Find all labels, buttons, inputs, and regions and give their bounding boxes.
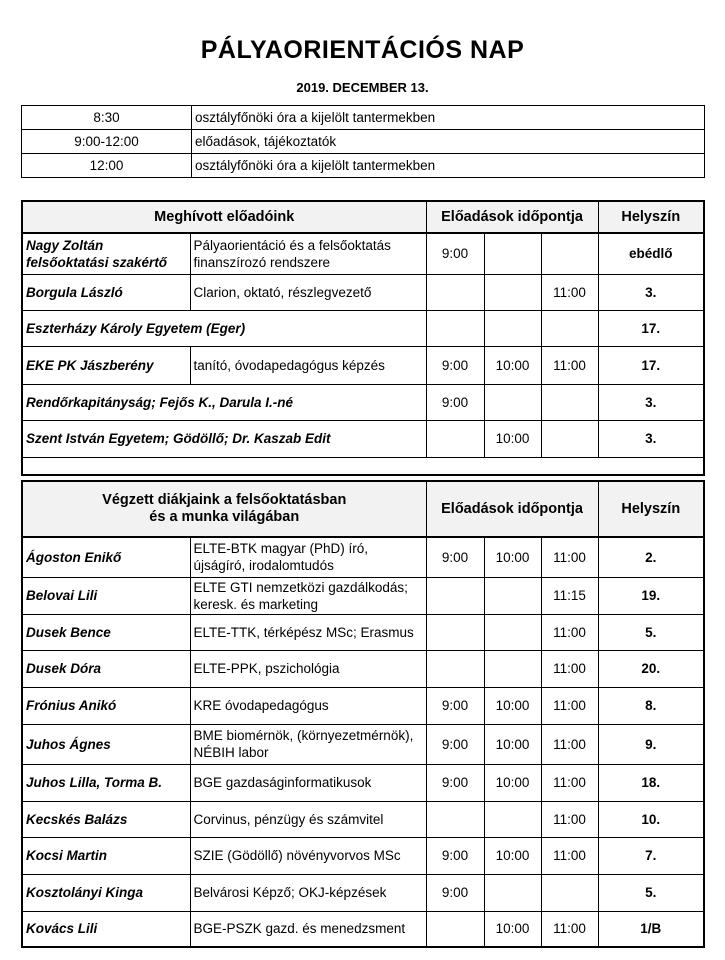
table-row [22, 384, 704, 420]
time-slot-3: 11:00 [541, 687, 598, 724]
time-slot-1: 9:00 [426, 537, 484, 577]
alumni-header-times: Előadások időpontja [426, 481, 598, 537]
table-row [22, 724, 704, 764]
table-row [22, 310, 704, 346]
room-number: 7. [598, 837, 704, 874]
presenter-name: Juhos Ágnes [22, 724, 190, 764]
alumni-table [21, 480, 705, 948]
schedule-description: előadások, tájékoztatók [192, 130, 705, 154]
presentation-topic: BGE-PSZK gazd. és menedzsment [190, 911, 426, 947]
time-slot-2: 10:00 [484, 346, 541, 384]
presenter-name: Juhos Lilla, Torma B. [22, 764, 190, 801]
room-number: 18. [598, 764, 704, 801]
table-row [22, 537, 704, 577]
room-number: 17. [598, 310, 704, 346]
time-slot-1 [426, 650, 484, 687]
time-slot-2 [484, 874, 541, 911]
table-row [22, 614, 704, 650]
presentation-topic: Belvárosi Képző; OKJ-képzések [190, 874, 426, 911]
invited-header-room: Helyszín [598, 201, 704, 233]
time-slot-3 [541, 233, 598, 274]
time-slot-2 [484, 577, 541, 614]
presenter-name: Kocsi Martin [22, 837, 190, 874]
time-slot-2: 10:00 [484, 837, 541, 874]
schedule-time: 8:30 [22, 106, 192, 130]
time-slot-1 [426, 911, 484, 947]
time-slot-2 [484, 274, 541, 310]
table-row [22, 911, 704, 947]
time-slot-2 [484, 233, 541, 274]
time-slot-3: 11:00 [541, 274, 598, 310]
presentation-topic: SZIE (Gödöllő) növényvorvos MSc [190, 837, 426, 874]
presenter-name: Ágoston Enikő [22, 537, 190, 577]
time-slot-3: 11:00 [541, 346, 598, 384]
time-slot-1 [426, 274, 484, 310]
time-slot-1: 9:00 [426, 384, 484, 420]
time-slot-3: 11:00 [541, 614, 598, 650]
room-number: 5. [598, 614, 704, 650]
time-slot-1: 9:00 [426, 874, 484, 911]
table-row [22, 801, 704, 837]
spacer-cell [22, 457, 704, 475]
time-slot-3: 11:00 [541, 837, 598, 874]
presenter-name: EKE PK Jászberény [22, 346, 190, 384]
presenter-name: Dusek Bence [22, 614, 190, 650]
time-slot-1: 9:00 [426, 764, 484, 801]
presenter-name: Kosztolányi Kinga [22, 874, 190, 911]
table-row [22, 874, 704, 911]
presentation-topic: ELTE-BTK magyar (PhD) író, újságíró, irodalomtudós [190, 537, 426, 577]
room-number: 20. [598, 650, 704, 687]
room-number: 10. [598, 801, 704, 837]
daily-schedule-table [21, 105, 705, 178]
time-slot-3: 11:00 [541, 801, 598, 837]
alumni-header-line1: Végzett diákjaink a felsőoktatásban [102, 492, 347, 508]
event-date: 2019. DECEMBER 13. [296, 80, 429, 95]
table-row [22, 687, 704, 724]
time-slot-2 [484, 384, 541, 420]
table-row [22, 764, 704, 801]
presenter-name: Dusek Dóra [22, 650, 190, 687]
time-slot-3: 11:15 [541, 577, 598, 614]
presentation-topic: tanító, óvodapedagógus képzés [190, 346, 426, 384]
room-number: 5. [598, 874, 704, 911]
invited-speakers-table [21, 200, 705, 476]
presentation-topic: ELTE GTI nemzetközi gazdálkodás; keresk. és marketing [190, 577, 426, 614]
alumni-header-name [22, 481, 426, 537]
presentation-topic: Clarion, oktató, részlegvezető [190, 274, 426, 310]
time-slot-2 [484, 801, 541, 837]
time-slot-3: 11:00 [541, 764, 598, 801]
presenter-name: Frónius Anikó [22, 687, 190, 724]
time-slot-2: 10:00 [484, 537, 541, 577]
time-slot-2: 10:00 [484, 687, 541, 724]
time-slot-1: 9:00 [426, 687, 484, 724]
time-slot-3 [541, 310, 598, 346]
time-slot-2 [484, 614, 541, 650]
time-slot-1 [426, 310, 484, 346]
presenter-name: Nagy Zoltán felsőoktatási szakértő [22, 233, 190, 274]
page-title: PÁLYAORIENTÁCIÓS NAP [200, 36, 525, 64]
presentation-topic: Corvinus, pénzügy és számvitel [190, 801, 426, 837]
time-slot-3: 11:00 [541, 537, 598, 577]
room-number: 1/B [598, 911, 704, 947]
time-slot-1: 9:00 [426, 837, 484, 874]
room-number: 3. [598, 274, 704, 310]
time-slot-2: 10:00 [484, 911, 541, 947]
time-slot-1 [426, 577, 484, 614]
presenter-name: Szent István Egyetem; Gödöllő; Dr. Kaszab Edit [22, 420, 426, 457]
schedule-description: osztályfőnöki óra a kijelölt tantermekben [192, 106, 705, 130]
time-slot-3 [541, 874, 598, 911]
time-slot-1: 9:00 [426, 233, 484, 274]
presentation-topic: ELTE-TTK, térképész MSc; Erasmus [190, 614, 426, 650]
time-slot-2: 10:00 [484, 420, 541, 457]
spacer-row [22, 457, 704, 475]
time-slot-1: 9:00 [426, 724, 484, 764]
presenter-name: Kecskés Balázs [22, 801, 190, 837]
room-number: 3. [598, 420, 704, 457]
time-slot-3: 11:00 [541, 724, 598, 764]
room-number: ebédlő [598, 233, 704, 274]
time-slot-3 [541, 384, 598, 420]
invited-header-times: Előadások időpontja [426, 201, 598, 233]
time-slot-1 [426, 614, 484, 650]
table-row [22, 837, 704, 874]
room-number: 3. [598, 384, 704, 420]
table-row [22, 346, 704, 384]
table-row [22, 577, 704, 614]
time-slot-1 [426, 801, 484, 837]
presentation-topic: Pályaorientáció és a felsőoktatás finanszírozó rendszere [190, 233, 426, 274]
presentation-topic: BGE gazdaságinformatikusok [190, 764, 426, 801]
schedule-row [22, 130, 705, 154]
time-slot-1: 9:00 [426, 346, 484, 384]
presentation-topic: BME biomérnök, (környezetmérnök), NÉBIH labor [190, 724, 426, 764]
schedule-row [22, 106, 705, 130]
room-number: 19. [598, 577, 704, 614]
schedule-time: 9:00-12:00 [22, 130, 192, 154]
room-number: 8. [598, 687, 704, 724]
alumni-header-room: Helyszín [598, 481, 704, 537]
presentation-topic: ELTE-PPK, pszichológia [190, 650, 426, 687]
schedule-row [22, 154, 705, 178]
presenter-name: Borgula László [22, 274, 190, 310]
room-number: 2. [598, 537, 704, 577]
schedule-description: osztályfőnöki óra a kijelölt tantermekben [192, 154, 705, 178]
presenter-name: Belovai Lili [22, 577, 190, 614]
alumni-header-line2: és a munka világában [149, 509, 300, 525]
time-slot-2 [484, 310, 541, 346]
time-slot-1 [426, 420, 484, 457]
presentation-topic: KRE óvodapedagógus [190, 687, 426, 724]
time-slot-2 [484, 650, 541, 687]
presenter-name: Rendőrkapitányság; Fejős K., Darula I.-né [22, 384, 426, 420]
table-row [22, 233, 704, 274]
table-row [22, 650, 704, 687]
invited-header-name: Meghívott előadóink [22, 201, 426, 233]
schedule-time: 12:00 [22, 154, 192, 178]
time-slot-2: 10:00 [484, 764, 541, 801]
table-row [22, 420, 704, 457]
presenter-name: Eszterházy Károly Egyetem (Eger) [22, 310, 426, 346]
presenter-name: Kovács Lili [22, 911, 190, 947]
table-row [22, 274, 704, 310]
time-slot-2: 10:00 [484, 724, 541, 764]
room-number: 17. [598, 346, 704, 384]
time-slot-3: 11:00 [541, 911, 598, 947]
room-number: 9. [598, 724, 704, 764]
time-slot-3: 11:00 [541, 650, 598, 687]
time-slot-3 [541, 420, 598, 457]
